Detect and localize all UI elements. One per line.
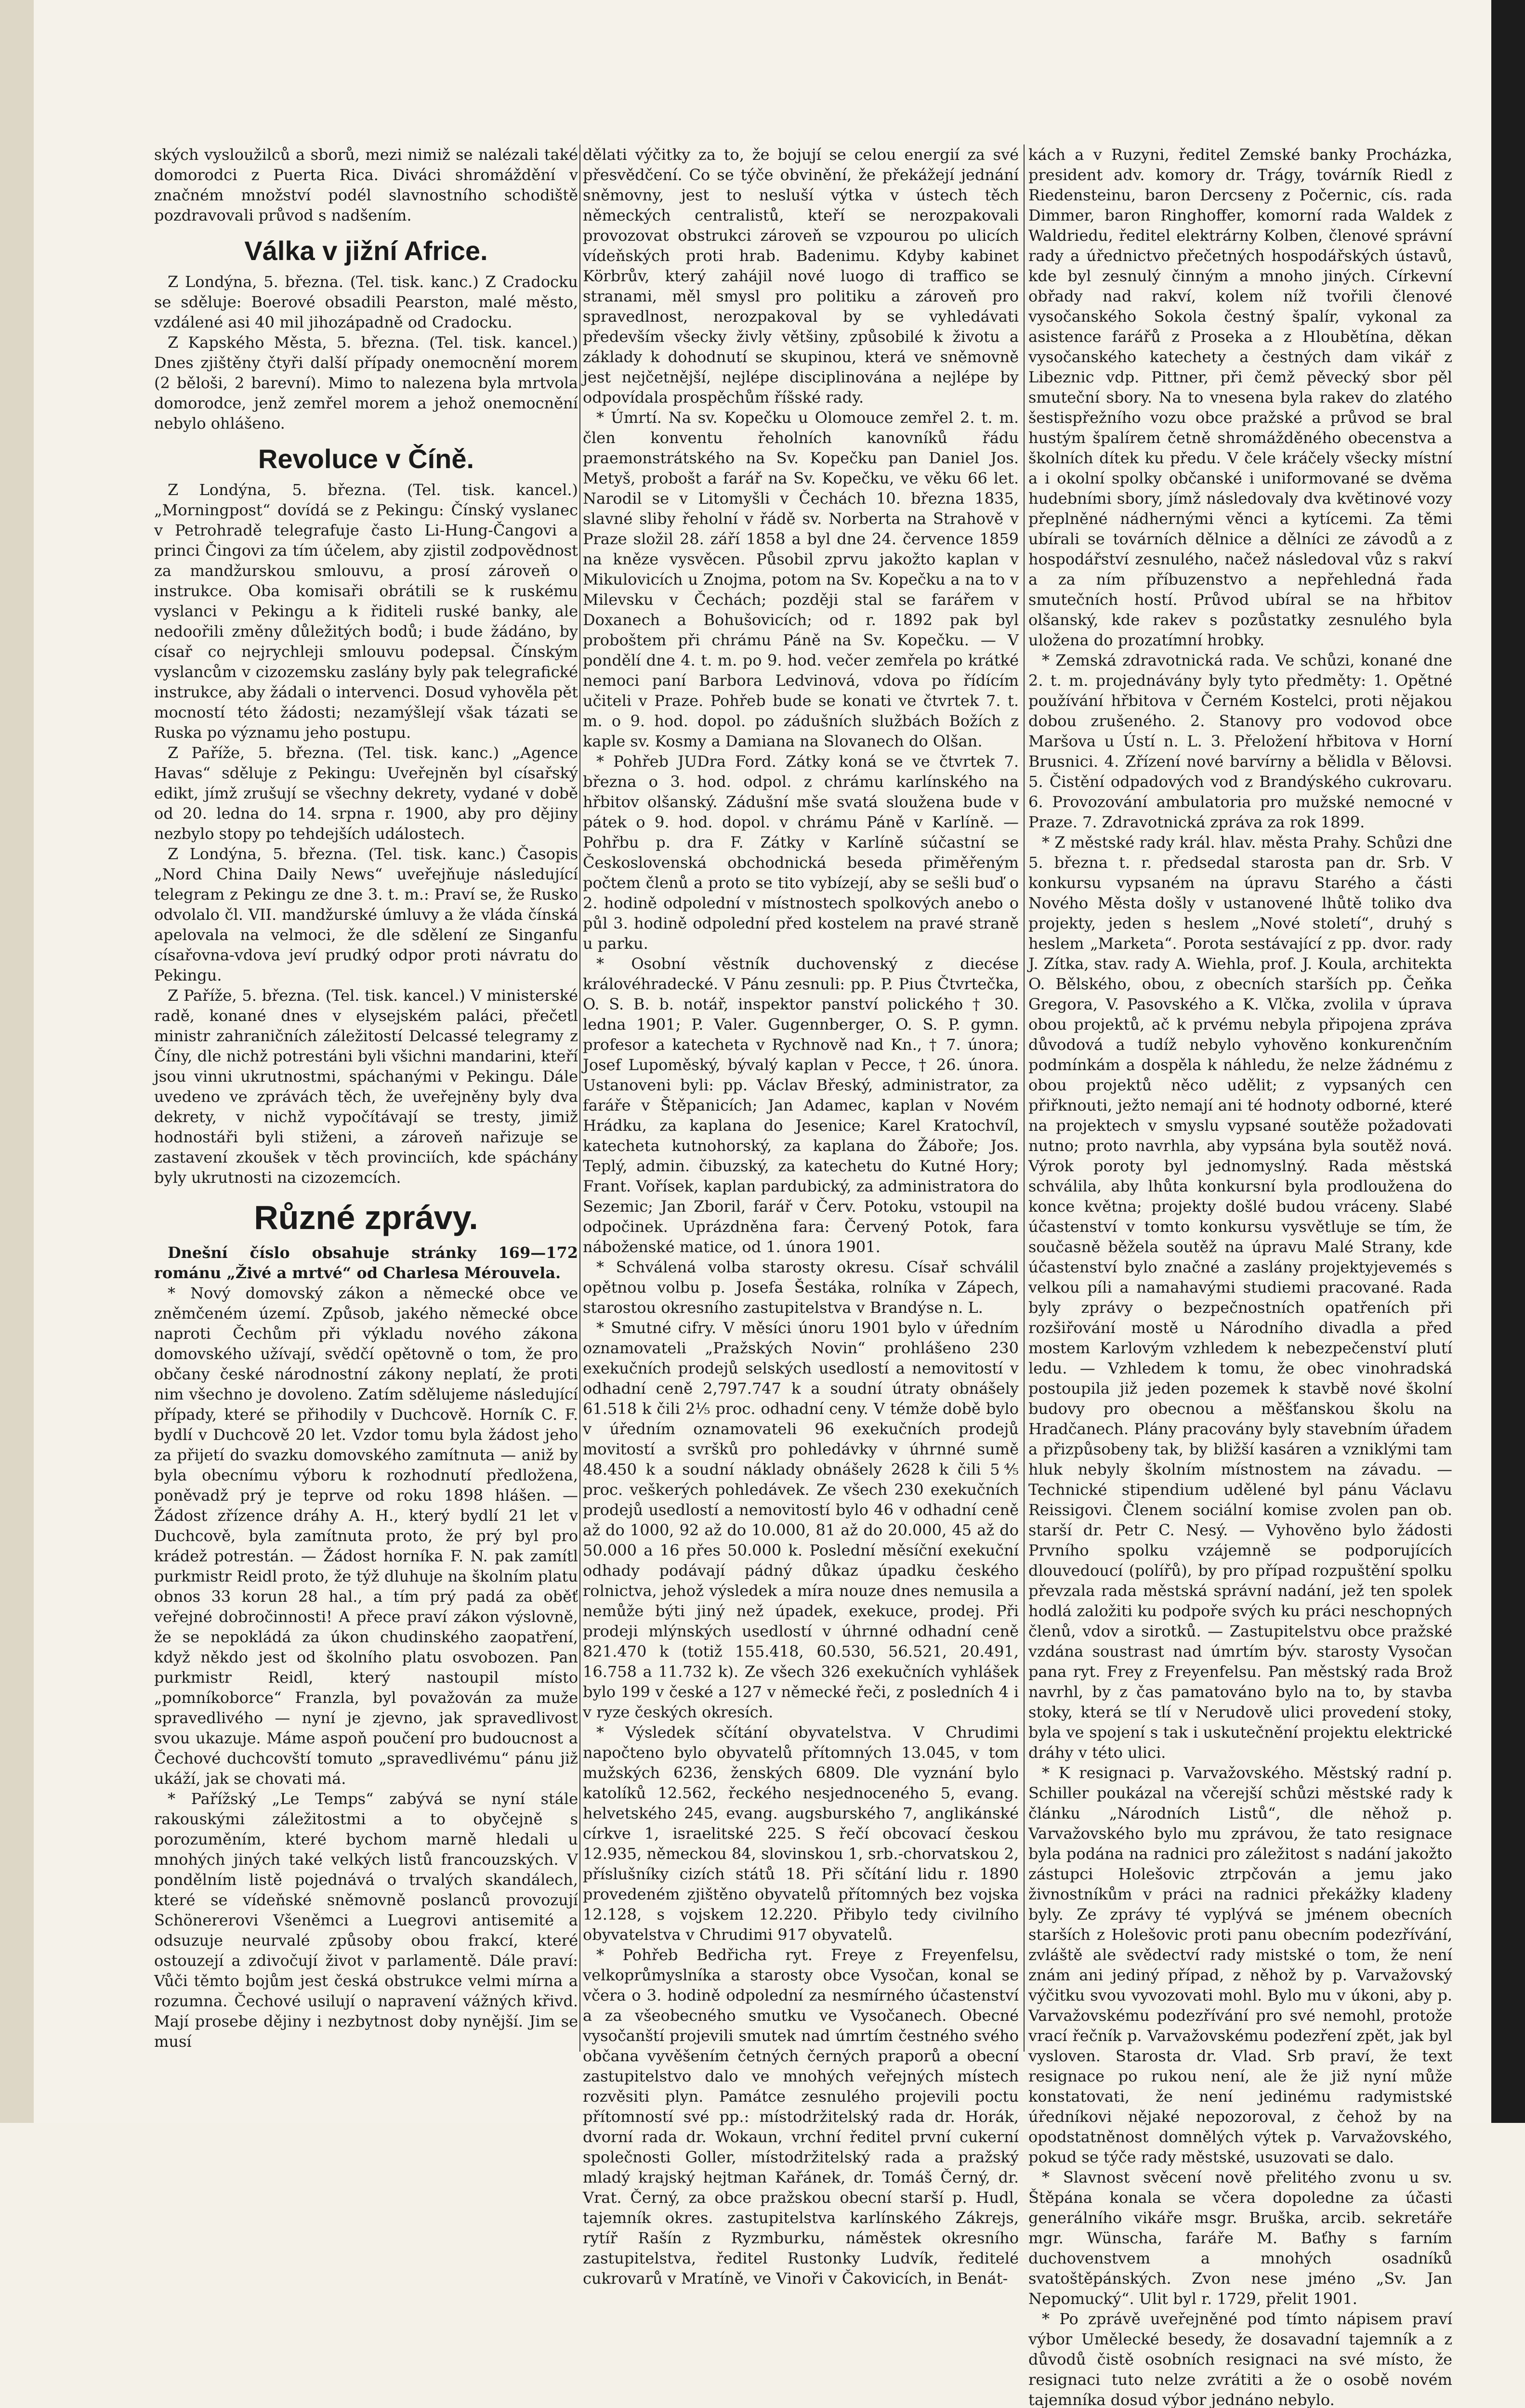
- article-continuation: ských vysloužilců a sborů, mezi nimiž se nalézali také domorodci z Puerta Rica. Diváci shromáždění v značném množství podél slavnostního schodiště pozdravovali průvod s nadšením.: [154, 145, 578, 224]
- news-item: * Smutné cifry. V měsíci únoru 1901 bylo v úředním oznamovateli „Pražských Novin“ prohlášeno 230 exekučních prodejů selských usedlostí a nemovitostí v odhadní ceně 2,797.747 k a soudní útraty obnášely 61.518 k čili 2⅕ proc. odhadní ceny. V témže době bylo v úředním oznamovateli 96 exekučních prodejů movitostí a svršků pro pohledávky v úhrnné sumě 48.450 k a soudní náklady obnášely 2628 k čili 5⅘ proc. veškerých pohledávek. Ze všech 230 exekučních prodejů usedlostí a nemovitostí bylo 46 v odhadní ceně až do 1000, 92 až do 10.000, 81 až do 20.000, 45 až do 50.000 a 16 přes 50.000 k. Poslední měsíční exekuční odhady podávají pádný důkaz úpadku českého rolnictva, jehož výsledek a míra nouze dnes nemusila a nemůže býti jiný než úpadek, exekuce, prodej. Při prodeji mlýnských usedlostí v úhrnné odhadní ceně 821.470 k (totiž 155.418, 60.530, 56.521, 20.491, 16.758 a 11.732 k). Ze všech 326 exekučních vyhlášek bylo 199 v české a 127 v německé řeči, z posledních 4 i v ryze českých okresích.: [583, 1319, 1019, 1721]
- section-heading-various-news: Různé zprávy.: [254, 1199, 478, 1236]
- page-left-margin: [0, 0, 34, 2123]
- news-item: Z Paříže, 5. března. (Tel. tisk. kanc.) „Agence Havas“ sděluje z Pekingu: Uveřejněn byl císařský edikt, jímž zrušují se všechny dekrety, vydané v době od 20. ledna do 14. srpna r. 1900, aby pro dějiny nezbylo stopy po tehdejších událostech.: [154, 744, 578, 843]
- column-right: [1028, 144, 1452, 2408]
- lead-notice: Dnešní číslo obsahuje stránky 169—172 románu „Živé a mrtvé“ od Charlesa Mérouvela.: [154, 1243, 578, 1282]
- news-item: * Z městské rady král. hlav. města Prahy. Schůzi dne 5. března t. r. předsedal starosta pan dr. Srb. V konkursu vypsaném na úpravu Starého a části Nového Města došly v ustanovené lhůtě toliko dva projekty, jeden s heslem „Nové století“, druhý s heslem „Marketa“. Porota sestávající z pp. dvor. rady J. Zítka, stav. rady A. Wiehla, prof. J. Koula, architekta O. Bělského, obou, z obecních starších pp. Čeňka Gregora, V. Pasovského a K. Vlčka, zvolila v úprava obou projektů, ač k prvému nebyla připojena zpráva důvodová a tudíž nebylo vyhověno konkurenčním podmínkám a dospěla k náhledu, že nelze žádnému z obou projektů něco udělit; z vypsaných cen přiřknouti, ježto nemají ani té hodnoty odborné, které na projektech v smyslu vypsané soutěže požadovati nutno; proto navrhla, aby vypsána byla soutěž nová. Výrok poroty byl jednomyslný. Rada městská schválila, aby lhůta konkursní byla prodloužena do konce května; projekty došlé budou vráceny. Slabé účastenství v tomto konkursu vysvětluje se tím, že současně běžela soutěž na úpravu Malé Strany, kde účastenství bylo značné a zaslány projektyjevemés s velkou píli a namahavými studiemi pracované. Rada byly zprávy o bezpečnostních opatřeních při rozšiřování mostě u Národního divadla a před mostem Karlovým vzhledem k nebezpečenství plutí ledu. — Vzhledem k tomu, že obec vinohradská postoupila již jeden pozemek k stavbě nové školní budovy pro obecnou a měšťanskou školu na Hradčanech. Plány pracovány byly stavebním úřadem a přizpůsobeny tak, by bližší kasáren a vzniklými tam hluk nebyly školním místnostem na závadu. — Technické stipendium udělené byl pánu Václavu Reissigovi. Členem sociální komise zvolen pan ob. starší dr. Petr C. Nesý. — Vyhověno bylo žádosti Prvního spolku vzájemně se podporujících dlouvedoucí (polířů), by pro případ rozpuštění spolku převzala rada městská správní nadání, jež ten spolek hodlá založiti ku podpoře svých ku práci neschopných členů, vdov a sirotků. — Zastupitelstvu obce pražské vzdána soustrast nad úmrtím býv. starosty Vysočan pana ryt. Frey z Freyenfelsu. Pan městský rada Brož navrhl, by z čas pamatováno bylo na to, by stavba stoky, která se tlí v Nerudově ulici provedení stoky, byla ve spojení s tak i uskutečnění projektu elektrické dráhy v této ulici.: [1028, 833, 1452, 1762]
- news-item: Z Londýna, 5. března. (Tel. tisk. kanc.) Časopis „Nord China Daily News“ uveřejňuje následující telegram z Pekingu ze dne 3. t. m.: Praví se, že Rusko odvolalo čl. VII. mandžurské úmluvy a že vláda čínská apelovala na velmoci, že dle sdělení ze Singanfu císařovna-vdova jeví prudký odpor proti návratu do Pekingu.: [154, 845, 578, 984]
- news-item: * Zemská zdravotnická rada. Ve schůzi, konané dne 2. t. m. projednávány byly tyto předměty: 1. Opětné používání hřbitova v Černém Kostelci, proti nějakou dobou zrušeného. 2. Stanovy pro vodovod obce Maršova u Ústí n. L. 3. Přeložení hřbitova v Horní Brusnici. 4. Zřízení nové barvírny a bělidla v Bělovsi. 5. Čistění odpadových vod z Brandýského cukrovaru. 6. Provozování ambulatoria pro mužské nemocné v Praze. 7. Zdravotnická zpráva za rok 1899.: [1028, 651, 1452, 831]
- column-middle: [583, 144, 1019, 2288]
- news-item: * Po zprávě uveřejněné pod tímto nápisem praví výbor Umělecké besedy, že dosavadní tajemník a z důvodů čistě osobních resignaci na své místo, že resignaci tuto nelze zvrátiti a že o osobě novém tajemníka dosud výbor jednáno nebylo.: [1028, 2310, 1452, 2408]
- article-continuation: dělati výčitky za to, že bojují se celou energií za své přesvědčení. Co se týče obvinění, že překážejí jednání sněmovny, jest to nesluší výtka v ústech těch německých centralistů, kteří se nerozpakovali provozovat obstrukci zároveň se vzpourou po ulicích vídeňských proti hrab. Badenimu. Kdyby kabinet Körbrův, který zahájil nové luogo di traffico se stranami, měl smysl pro politiku a zároveň pro spravedlnost, nerozpakoval by se vyhledávati především všecky živly většiny, způsobilé k životu a základy k dohodnutí se skupinou, která ve sněmovně jest nejčetnější, nejlépe disciplinována a nejlépe by odpovídala prospěchům říšské rady.: [583, 145, 1019, 406]
- news-item: * Schválená volba starosty okresu. Císař schválil opětnou volbu p. Josefa Šestáka, rolníka v Zápech, starostou okresního zastupitelstva v Brandýse n. L.: [583, 1258, 1019, 1317]
- news-item: * Úmrtí. Na sv. Kopečku u Olomouce zemřel 2. t. m. člen konventu řeholních kanovníků řádu praemonstrátského na Sv. Kopečku pan Daniel Jos. Metyš, probošt a farář na Sv. Kopečku, ve věku 66 let. Narodil se v Litomyšli v Čechách 10. března 1835, slavné sliby řeholní v řádě sv. Norberta na Strahově v Praze složil 28. září 1858 a byl dne 24. července 1859 na kněze vysvěcen. Působil zprvu jakožto kaplan v Mikulovicích u Znojma, potom na Sv. Kopečku a na to v Milevsku v Čechách; později stal se farářem v Doxanech a Bohušovicích; od r. 1892 pak byl proboštem při chrámu Páně na Sv. Kopečku. — V pondělí dne 4. t. m. po 9. hod. večer zemřela po krátké nemoci paní Barbora Ledvinová, vdova po řídícím učiteli v Praze. Pohřeb bude se konati ve čtvrtek 7. t. m. o 9. hod. dopol. po zádušních službách Božích z kaple sv. Kosmy a Damiana na Slovanech do Olšan.: [583, 408, 1019, 750]
- column-rule: [1024, 144, 1025, 2052]
- news-item: * Výsledek sčítání obyvatelstva. V Chrudimi napočteno bylo obyvatelů přítomných 13.045, v tom mužských 6236, ženských 6809. Dle vyznání bylo katolíků 12.562, řeckého nesjednoceného 5, evang. helvetského 245, evang. augsburského 7, anglikánské církve 1, israelitské 225. S řečí obcovací českou 12.935, německou 84, slovinskou 1, srb.-chorvatskou 2, příslušníky cizích států 18. Při sčítání lidu r. 1890 provedeném zjištěno obyvatelů přítomných bez vojska 12.128, s vojskem 12.220. Přibylo tedy civilního obyvatelstva v Chrudimi 917 obyvatelů.: [583, 1723, 1019, 1944]
- news-item: * Osobní věstník duchovenský z diecése královéhradecké. V Pánu zesnuli: pp. P. Pius Čtvrtečka, O. S. B. b. notář, inspektor panství polického † 30. ledna 1901; P. Valer. Gugennberger, O. S. P. gymn. profesor a katecheta v Rychnově nad Kn., † 7. února; Josef Lupoměský, bývalý kaplan v Pecce, † 26. února. Ustanoveni byli: pp. Václav Břeský, administrator, za faráře v Štěpanicích; Jan Adamec, kaplan v Novém Hrádku, za kaplana do Jesenice; Karel Kratochvíl, katecheta kutnohorský, za kaplana do Žáboře; Jos. Teplý, admin. čibuzský, za katechetu do Kutné Hory; Frant. Vořísek, kaplan pardubický, za administratora do Sezemic; Jan Zboril, farář v Červ. Potoku, vstoupil na odpočinek. Uprázdněna fara: Červený Potok, fara náboženské matice, od 1. února 1901.: [583, 955, 1019, 1256]
- article-continuation: kách a v Ruzyni, ředitel Zemské banky Procházka, president adv. komory dr. Trágy, továrník Riedl z Riedensteinu, baron Dercseny z Počernic, cís. rada Dimmer, baron Ringhoffer, komorní rada Waldek z Waldriedu, ředitel elektrárny Kolben, členové správní rady a úřednictvo přečetných hospodářských ústavů, kde byl zesnulý činným a mnoho jiných. Církevní obřady nad rakví, kolem níž tvořili členové vysočanského Sokola čestný špalír, vykonal za asistence farářů z Proseka a z Hloubětína, děkan vysočanského katechety a čestných dam vikář z Libeznic vdp. Pittner, při čemž pěvecký sbor pěl smuteční sbory. Na to vnesena byla rakev do zlatého šestispřežního vozu obce pražské a průvod se bral hustým špalírem četně shromážděného obecenstva a školních dítek ku předu. V čele kráčely všecky místní a i okolní spolky občanské i uniformované se dvěma hudebními sbory, jímž následovaly dva květinové vozy přeplněné nádhernými věnci a kytícemi. Za těmi ubírali se továrních dělnice a dělníci ze závodů a z hospodářství zesnulého, načež následoval vůz s rakví a za ním příbuzenstvo a nepřehledná řada smutečních hostí. Průvod ubíral se na hřbitov olšanský, kde rakev s pozůstatky zesnulého byla uložena do prozatímní hrobky.: [1028, 145, 1452, 649]
- news-item: * Pařížský „Le Temps“ zabývá se nyní stále rakouskými záležitostmi a to obyčejně s porozuměním, které bychom marně hledali u mnohých jiných také velkých listů francouzských. V pondělním listě pojednává o trvalých skandálech, které se vídeňské sněmovně poslanců provozují Schönererovi Všeněmci a Luegrovi antisemité a odsuzuje neurvalé způsoby obou frakcí, které ostouzejí a zdivočují život v parlamentě. Dále praví: Vůči těmto bojům jest česká obstrukce velmi mírna a rozumna. Čechové usilují o napravení vážných křivd. Mají prosebe dějiny i nezbytnost doby nynější. Jim se musí: [154, 1790, 578, 2051]
- page-right-edge: [1491, 0, 1525, 2123]
- news-item: * Slavnost svěcení nově přelitého zvonu u sv. Štěpána konala se včera dopoledne za účasti generálního vikáře msgr. Bruška, arcib. sekretáře mgr. Wünscha, faráře M. Baťhy s farním duchovenstvem a mnohých osadníků svatoštěpánských. Zvon nese jméno „Sv. Jan Nepomucký“. Ulit byl r. 1729, přelit 1901.: [1028, 2168, 1452, 2308]
- column-left: [154, 144, 578, 2052]
- news-item: Z Londýna, 5. března. (Tel. tisk. kancel.) „Morningpost“ dovídá se z Pekingu: Čínský vyslanec v Petrohradě telegrafuje často Li-Hung-Čangovi a princi Čingovi za tím účelem, aby zjistil zodpovědnost za mandžurskou smlouvu, a prosí zároveň o instrukce. Oba komisaři obrátili se k ruskému vyslanci v Pekingu a k řiditeli ruské banky, ale nedoořili změny důležitých bodů; i bude žádáno, by císař co nejrychleji smlouvu podepsal. Čínským vyslancům v cizozemsku zaslány byly pak telegrafické instrukce, aby žádali o intervenci. Dosud vyhověla pět mocností této žádosti; nezamýšlejí však tázati se Ruska po významu jeho postupu.: [154, 481, 578, 742]
- news-item: * Pohřeb Bedřicha ryt. Freye z Freyenfelsu, velkoprůmyslníka a starosty obce Vysočan, konal se včera o 3. hodině odpolední za nesmírného účastenství a za všeobecného smutku ve Vysočanech. Obecné vysočanští projevili smutek nad úmrtím čestného svého občana vyvěšením četných černých praporů a obecní zastupitelstvo dalo ve mnohých veřejných místech rozvěsiti plyn. Památce zesnulého projevili poctu přítomností své pp.: místodržitelský rada dr. Horák, dvorní rada dr. Wokaun, vrchní ředitel první cukerní společnosti Goller, místodržitelský rada a pražský mladý krajský hejtman Kařánek, dr. Tomáš Černý, dr. Vrat. Černý, za obce pražskou obecní starší p. Hudl, tajemník okres. zastupitelstva karlínského Zákrejs, rytíř Rašín z Ryzmburku, náměstek okresního zastupitelstva, ředitel Rustonky Ludvík, ředitelé cukrovarů v Mratíně, ve Vinoři v Čakovicích, in Benát-: [583, 1946, 1019, 2288]
- news-item: * Pohřeb JUDra Ford. Zátky koná se ve čtvrtek 7. března o 3. hod. odpol. z chrámu karlínského na hřbitov olšanský. Zádušní mše svatá sloužena bude v pátek o 9. hod. dopol. v chrámu Páně v Karlíně. — Pohřbu p. dra F. Zátky v Karlíně súčastní se Československá obchodnická beseda přiměřeným počtem členů a proto se tito vybízejí, aby se sešli buď o 2. hodině odpolední v místnostech spolkových anebo o půl 3. hodině odpolední před kostelem na pravé straně u parku.: [583, 752, 1019, 953]
- news-item: * Nový domovský zákon a německé obce ve zněmčeném území. Způsob, jakého německé obce naproti Čechům při výkladu nového zákona domovského užívají, svědčí opětovně o tom, že pro občany české národnostní zákony neplatí, že proti nim všechno je dovoleno. Zatím sdělujeme následující případy, které se přihodily v Duchcově. Horník C. F. bydlí v Duchcově 20 let. Vzdor tomu byla žádost jeho za přijetí do svazku domovského zamítnuta — aniž by byla obecnímu výboru k rozhodnutí předložena, poněvadž prý je teprve od roku 1898 hlášen. — Žádost zřízence dráhy A. H., který bydlí 21 let v Duchcově, byla zamítnuta proto, že prý byl pro krádež potrestán. — Žádost horníka F. N. pak zamítl purkmistr Reidl proto, že týž dluhuje na školním platu obnos 33 korun 28 hal., a tím prý padá za oběť veřejné dobročinnosti! A přece praví zákon výslovně, že se nepokládá za úkon chudinského zaopatření, když někdo jest od školního platu osvobozen. Pan purkmistr Reidl, který nastoupil místo „pomníkoborce“ Franzla, byl považován za muže spravedlivého — nyní je zjevno, jak spravedlivost svou ukazuje. Máme aspoň poučení pro budoucnost a Čechové duchcovští tomuto „spravedlivému“ pánu již ukáží, jak se chovati má.: [154, 1284, 578, 1788]
- section-heading-war-south-africa: Válka v jižní Africe.: [244, 236, 488, 266]
- column-rule: [579, 144, 580, 2052]
- news-item: Z Paříže, 5. března. (Tel. tisk. kancel.) V ministerské radě, konané dnes v elysejském paláci, přečetl ministr zahraničních záležitostí Delcassé telegramy z Číny, dle nichž potrestáni byli všichni mandarini, kteří jsou vinni ukrutnostmi, spáchanými v Pekingu. Dále uvedeno ve zprávách těch, že uveřejněny byly dva dekrety, v nichž vypočítávají se tresty, jimiž hodnostáři byli stiženi, a zároveň nařizuje se zastavení zkoušek v těch provinciích, kde spáchány byly ukrutnosti na cizozemcích.: [154, 986, 578, 1187]
- news-item: Z Londýna, 5. března. (Tel. tisk. kanc.) Z Cradocku se sděluje: Boerové obsadili Pearston, malé město, vzdálené asi 40 mil jihozápadně od Cradocku.: [154, 273, 578, 331]
- news-item: * K resignaci p. Varvažovského. Městský radní p. Schiller poukázal na včerejší schůzi městské rady k článku „Národních Listů“, dle něhož p. Varvažovského bylo mu zprávou, že tato resignace byla podána na radnici pro záležitost s nadání jakožto zástupci Holešovic ztrpčován a jemu jako živnostníkům v práci na radnici překážky kladeny byly. Ze zprávy té vyplývá se jménem obecních starších z Holešovic proti panu obecním podezřívání, zvláště ale svědectví rady mistské o tom, že není znám ani jediný případ, z něhož by p. Varvažovský výčitku svou vyvozovati mohl. Bylo mu v úkoni, aby p. Varvažovskému podezřívání pro své nemohl, protože vrací řečník p. Varvažovskému podezření zpět, jak byl vysloven. Starosta dr. Vlad. Srb praví, že text resignace po rukou není, ale že již nyní může konstatovati, že není jedinému radymistské úředníkovi nějaké nepozoroval, z čehož by na opodstatněnost domnělých výtek p. Varvažovského, pokud se týče rady městské, usuzovati se dalo.: [1028, 1764, 1452, 2166]
- section-heading-revolution-china: Revoluce v Číně.: [258, 444, 474, 474]
- news-item: Z Kapského Města, 5. března. (Tel. tisk. kancel.) Dnes zjištěny čtyři další případy onemocnění morem (2 běloši, 2 barevní). Mimo to nalezena byla mrtvola domorodce, jenž zemřel morem a jehož onemocnění nebylo ohlášeno.: [154, 333, 578, 432]
